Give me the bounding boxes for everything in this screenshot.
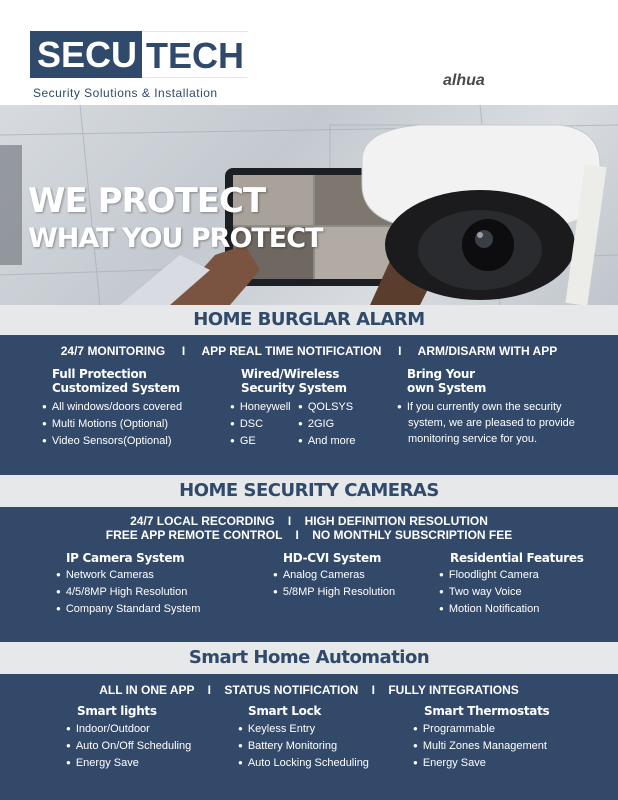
cameras-col1-list — [56, 567, 200, 618]
list-item: ● All windows/doors covered — [42, 399, 182, 416]
burglar-col1-title-1: Full Protection — [52, 367, 147, 381]
cameras-col2-list — [273, 567, 395, 601]
list-item: ● Company Standard System — [56, 601, 200, 618]
burglar-col2-title — [241, 367, 347, 395]
list-item: ● Analog Cameras — [273, 567, 395, 584]
panel-burglar — [0, 335, 618, 475]
camera-brand-label: alhua — [443, 72, 485, 89]
list-item: ● Energy Save — [66, 755, 191, 772]
burglar-col3-text-3: monitoring service for you. — [408, 433, 537, 445]
list-item: ● Battery Monitoring — [238, 738, 369, 755]
automation-col3-list — [413, 721, 547, 772]
list-item: ● Energy Save — [413, 755, 547, 772]
list-item: ● Multi Motions (Optional) — [42, 416, 182, 433]
burglar-col1-list — [42, 399, 182, 450]
automation-col2-title: Smart Lock — [248, 704, 322, 718]
burglar-col3-text-1: ● If you currently own the security — [397, 399, 562, 416]
burglar-col3-title-2: own System — [407, 381, 487, 395]
hero-headline-1: WE PROTECT — [28, 181, 266, 221]
burglar-col2-list-a — [230, 399, 291, 450]
header — [0, 0, 618, 105]
burglar-col3-title-1: Bring Your — [407, 367, 475, 381]
list-item: ● Programmable — [413, 721, 547, 738]
logo-part-2: TECH — [142, 31, 248, 78]
cameras-features-2: FREE APP REMOTE CONTROL I NO MONTHLY SUBSCRIPTION FEE — [105, 528, 513, 542]
section-title-burglar: HOME BURGLAR ALARM — [0, 305, 618, 335]
burglar-features: 24/7 MONITORING I APP REAL TIME NOTIFICATION I ARM/DISARM WITH APP — [60, 344, 558, 358]
burglar-col2-title-2: Security System — [241, 381, 347, 395]
logo-part-1: SECU — [30, 31, 142, 78]
list-item: ● 2GIG — [298, 416, 356, 433]
cameras-col2-title: HD-CVI System — [283, 551, 382, 565]
cameras-col3-list — [439, 567, 539, 618]
burglar-col3-title — [407, 367, 486, 395]
list-item: ● Honeywell — [230, 399, 291, 416]
burglar-col1-title — [52, 367, 180, 395]
burglar-col1-title-2: Customized System — [52, 381, 180, 395]
list-item: ● Network Cameras — [56, 567, 200, 584]
panel-cameras — [0, 507, 618, 642]
list-item: ● Auto On/Off Scheduling — [66, 738, 191, 755]
automation-col3-title: Smart Thermostats — [424, 704, 550, 718]
hero-headline-2: WHAT YOU PROTECT — [28, 223, 323, 254]
list-item: ● Indoor/Outdoor — [66, 721, 191, 738]
list-item: ● Video Sensors(Optional) — [42, 433, 182, 450]
section-title-cameras: HOME SECURITY CAMERAS — [0, 475, 618, 507]
cameras-features-1: 24/7 LOCAL RECORDING I HIGH DEFINITION RESOLUTION — [130, 514, 488, 528]
list-item: ● Keyless Entry — [238, 721, 369, 738]
list-item: ● And more — [298, 433, 356, 450]
automation-features: ALL IN ONE APP I STATUS NOTIFICATION I FULLY INTEGRATIONS — [99, 683, 519, 697]
list-item: ● DSC — [230, 416, 291, 433]
burglar-col2-list-b — [298, 399, 356, 450]
list-item: ● Floodlight Camera — [439, 567, 539, 584]
panel-automation — [0, 674, 618, 800]
burglar-col2-title-1: Wired/Wireless — [241, 367, 340, 381]
list-item: ● QOLSYS — [298, 399, 356, 416]
list-item: ● Multi Zones Management — [413, 738, 547, 755]
list-item: ● 4/5/8MP High Resolution — [56, 584, 200, 601]
automation-col1-list — [66, 721, 191, 772]
automation-col2-list — [238, 721, 369, 772]
cameras-col1-title: IP Camera System — [66, 551, 185, 565]
company-tagline: Security Solutions & Installation — [33, 86, 218, 100]
automation-col1-title: Smart lights — [77, 704, 157, 718]
cameras-col3-title: Residential Features — [450, 551, 584, 565]
burglar-col3-text-2: system, we are pleased to provide — [408, 417, 575, 429]
company-logo — [30, 31, 248, 78]
list-item: ● GE — [230, 433, 291, 450]
list-item: ● Auto Locking Scheduling — [238, 755, 369, 772]
list-item: ● 5/8MP High Resolution — [273, 584, 395, 601]
section-title-automation: Smart Home Automation — [0, 642, 618, 674]
list-item: ● Motion Notification — [439, 601, 539, 618]
list-item: ● Two way Voice — [439, 584, 539, 601]
